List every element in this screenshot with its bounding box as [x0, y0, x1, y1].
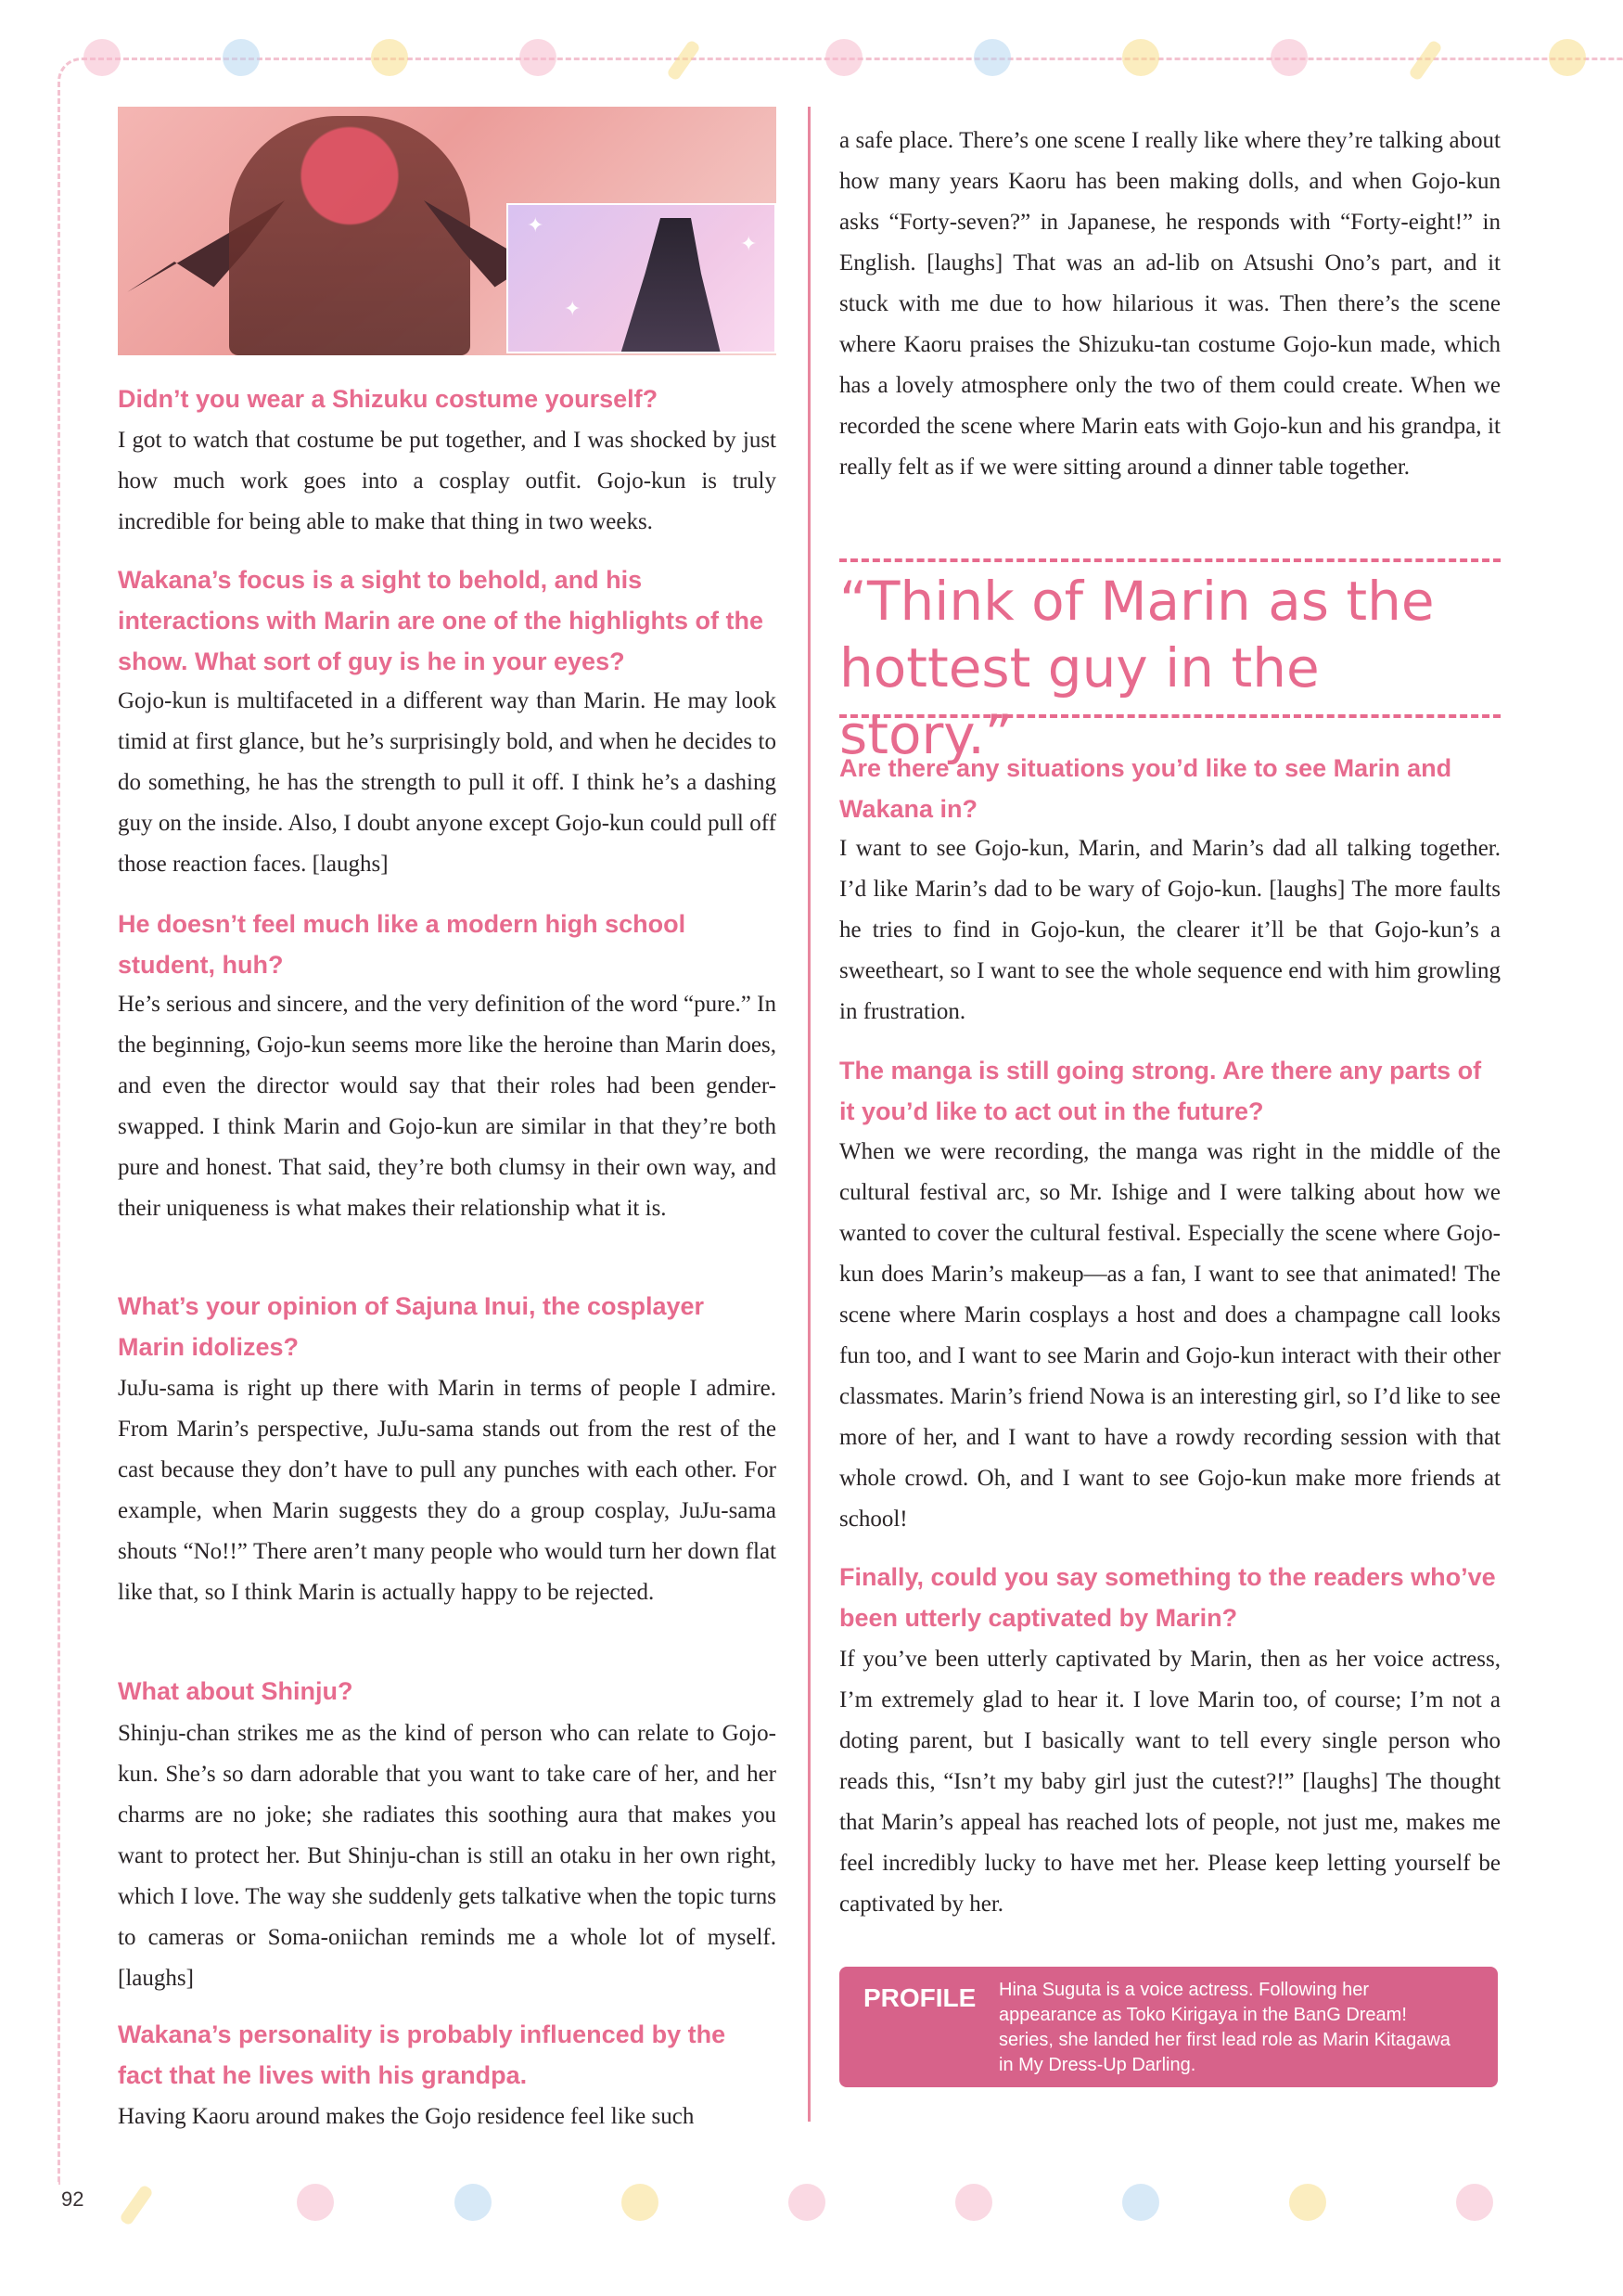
profile-label: PROFILE	[863, 1983, 977, 2012]
button-icon	[621, 2184, 658, 2221]
answer-paragraph: When we were recording, the manga was right in the middle of the cultural festival arc, so Mr. Ishige and I were talking about how we wanted to cover the cultural festival. Especially the scene where Gojo-kun does Marin’s makeup—as a fan, I want to see that animated! The scene where Marin cosplays a host and does a champagne call looks fun too, and I want to see Marin and Gojo-kun interact with their other classmates. Marin’s friend Nowa is an interesting girl, so I’d like to see more of her, and I want to have a rowdy recording session with that whole crowd. Oh, and I want to see Gojo-kun make more friends at school!	[839, 1139, 1501, 1532]
answer-paragraph: I got to watch that costume be put together, and I was shocked by just how much work goes into a cosplay outfit. Gojo-kun is truly incredible for being able to make that thing in two weeks.	[118, 428, 776, 534]
answer-paragraph: Having Kaoru around makes the Gojo residence feel like such	[118, 2104, 695, 2129]
anime-still-shizuku-cosplay	[506, 203, 776, 353]
answer-paragraph: JuJu-sama is right up there with Marin in terms of people I admire. From Marin’s perspective, JuJu-sama stands out from the rest of the cast because they don’t have to pull any punches with each other. For example, when Marin suggests they do a group cosplay, JuJu-sama shouts “No!!” There aren’t many people who would turn her down flat like that, so I think Marin is actually happy to be rejected.	[118, 1376, 776, 1605]
mannequin-icon	[1456, 2184, 1493, 2221]
answer-paragraph: I want to see Gojo-kun, Marin, and Marin’s dad all talking together. I’d like Marin’s dad to be wary of Gojo-kun. [laughs] The more faults he tries to find in Gojo-kun, the clearer it’ll be that Gojo-kun’s a sweetheart, so I want to see the whole sequence end with him growling in frustration.	[839, 836, 1501, 1024]
question-heading: What about Shinju?	[118, 1677, 353, 1705]
column-divider	[808, 107, 811, 2122]
question-heading: Wakana’s personality is probably influenced by the fact that he lives with his grandpa.	[118, 2020, 726, 2089]
answer-paragraph: If you’ve been utterly captivated by Marin, then as her voice actress, I’m extremely glad to hear it. I love Marin too, of course; I’m not a doting parent, but I basically want to tell every single person who reads this, “Isn’t my baby girl just the cutest?!” [laughs] The thought that Marin’s appeal has reached lots of people, not just me, makes me feel incredibly lucky to have met her. Please keep letting yourself be captivated by her.	[839, 1647, 1501, 1917]
sewing-machine-icon	[297, 2184, 334, 2221]
scissors-icon	[223, 39, 260, 76]
question-heading: He doesn’t feel much like a modern high school student, huh?	[118, 910, 686, 979]
sewing-machine-icon	[1271, 39, 1308, 76]
sparkle-icon: ✦	[527, 214, 544, 237]
question-heading: What’s your opinion of Sajuna Inui, the cosplayer Marin idolizes?	[118, 1292, 705, 1361]
profile-box	[839, 1967, 1498, 2087]
sparkle-icon: ✦	[740, 233, 758, 256]
sparkle-icon: ✦	[564, 298, 581, 321]
button-icon	[371, 39, 408, 76]
pull-quote-rule-top	[839, 558, 1501, 562]
mannequin-icon	[788, 2184, 825, 2221]
question-heading: Wakana’s focus is a sight to behold, and his interactions with Marin are one of the highlights of the show. What sort of guy is he in your eyes?	[118, 566, 764, 675]
button-icon	[1122, 39, 1159, 76]
answer-continuation: a safe place. There’s one scene I really like where they’re talking about how many years Kaoru has been making dolls, and when Gojo-kun asks “Forty-seven?” in Japanese, he responds with “Forty-eight!” in English. [laughs] That was an ad-lib on Atsushi Ono’s part, and it stuck with me due to how hilarious it was. Then there’s the scene where Kaoru praises the Shizuku-tan costume Gojo-kun made, which has a lovely atmosphere only the two of them could create. When we recorded the scene where Marin eats with Gojo-kun and his grandpa, it really felt as if we were sitting around a dinner table together.	[839, 128, 1501, 480]
page-number: 92	[61, 2187, 84, 2211]
answer-paragraph: He’s serious and sincere, and the very definition of the word “pure.” In the beginning, Gojo-kun seems more like the heroine than Marin does, and even the director would say that their roles had been gender-swapped. I think Marin and Gojo-kun are similar in that they’re both pure and honest. That said, they’re both clumsy in their own way, and their uniqueness is what makes their relationship what it is.	[118, 992, 776, 1221]
ruler-icon	[666, 39, 701, 82]
ruler-icon	[1408, 39, 1443, 82]
answer-paragraph: Gojo-kun is multifaceted in a different way than Marin. He may look timid at first glance, but he’s surprisingly bold, and when he decides to do something, he has the strength to pull it off. I think he’s a dashing guy on the inside. Also, I doubt anyone except Gojo-kun could pull off those reaction faces. [laughs]	[118, 688, 776, 877]
pin-icon	[119, 2184, 154, 2226]
button-icon	[1549, 39, 1586, 76]
mannequin-icon	[519, 39, 556, 76]
scissors-icon	[1122, 2184, 1159, 2221]
question-heading: Are there any situations you’d like to see Marin and Wakana in?	[839, 754, 1452, 823]
thread-icon	[955, 2184, 992, 2221]
button-icon	[1289, 2184, 1326, 2221]
pull-quote: “Think of Marin as the hottest guy in the story.”	[839, 570, 1435, 766]
thread-icon	[825, 39, 863, 76]
thread-icon	[83, 39, 121, 76]
pull-quote-rule-bottom	[839, 714, 1501, 718]
bottom-sewing-motifs	[83, 2171, 1604, 2236]
question-heading: Didn’t you wear a Shizuku costume yourself?	[118, 385, 658, 413]
question-heading: The manga is still going strong. Are there any parts of it you’d like to act out in the future?	[839, 1057, 1482, 1125]
scissors-icon	[454, 2184, 492, 2221]
question-heading: Finally, could you say something to the readers who’ve been utterly captivated by Marin?	[839, 1563, 1496, 1632]
answer-paragraph: Shinju-chan strikes me as the kind of person who can relate to Gojo-kun. She’s so darn adorable that you want to take care of her, and her charms are no joke; she radiates this soothing aura that makes you want to protect her. But Shinju-chan is still an otaku in her own right, which I love. The way she suddenly gets talkative when the topic turns to cameras or Soma-oniichan reminds me a whole lot of myself. [laughs]	[118, 1721, 776, 1991]
top-sewing-motifs	[83, 26, 1604, 91]
profile-text: Hina Suguta is a voice actress. Following her appearance as Toko Kirigaya in the BanG Dream! series, she landed her first lead role as Marin Kitagawa in My Dress-Up Darling.	[999, 1980, 1450, 2075]
scissors-icon	[974, 39, 1011, 76]
